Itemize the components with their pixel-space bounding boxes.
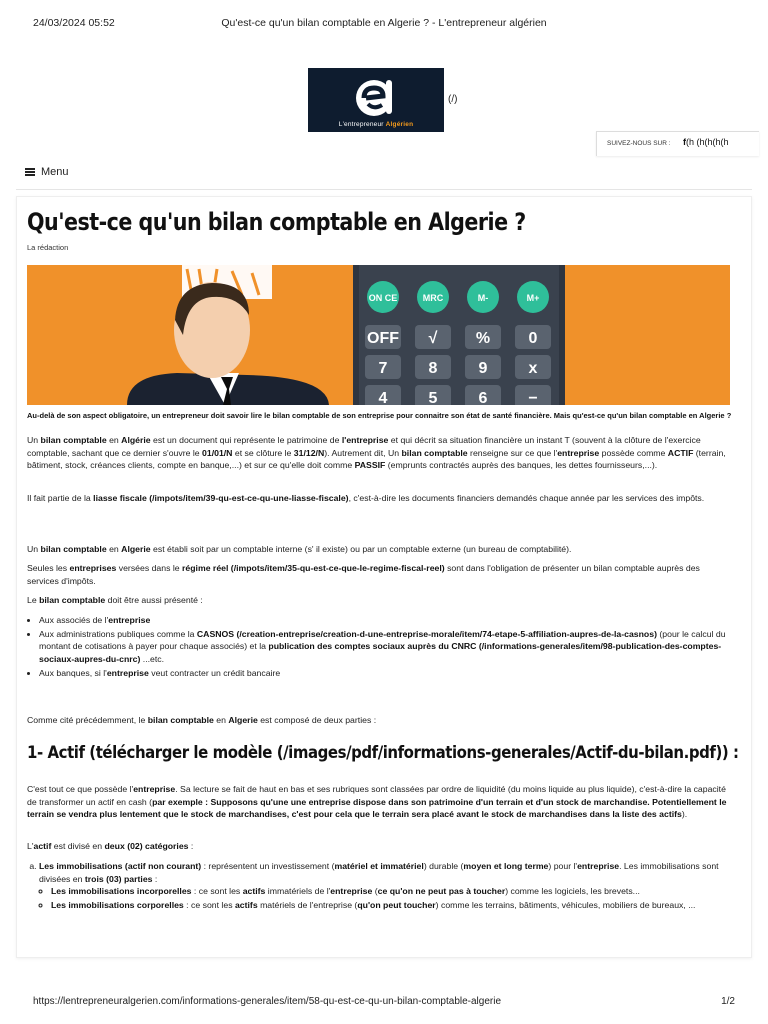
- p8-bold-1: actif: [33, 841, 52, 851]
- ls1-text-1: : ce sont les: [191, 886, 243, 897]
- calculator-key-label: MRC: [422, 293, 444, 303]
- p4-bold-1: entreprises: [69, 563, 117, 573]
- calculator-key-label: 4: [378, 390, 388, 405]
- paragraph-2: [27, 492, 727, 505]
- liasse-fiscale-link[interactable]: liasse fiscale (/impots/item/39-qu-est-ce-qu-une-liasse-fiscale): [93, 493, 349, 503]
- calculator-key: [515, 325, 551, 349]
- calculator-key-label: ON CE: [368, 293, 398, 303]
- calculator-key-label: 5: [428, 390, 438, 405]
- p5-bold-1: bilan comptable: [39, 595, 106, 605]
- calculator-key-label: 8: [428, 360, 438, 377]
- calculator-key: [515, 385, 551, 405]
- list-item: [39, 860, 727, 912]
- l2-text-3: ...etc.: [140, 654, 165, 665]
- l1-bold-1: entreprise: [108, 615, 151, 625]
- l3-text-1: Aux banques, si l': [39, 667, 107, 678]
- p8-bold-2: deux (02) catégories: [104, 841, 189, 851]
- section-heading-actif[interactable]: 1- Actif (télécharger le modèle (/images/pdf/informations-generales/Actif-du-bilan.pdf)) :: [27, 743, 739, 763]
- paragraph-6: [27, 714, 727, 727]
- l2-text-1: Aux administrations publiques comme la: [39, 628, 197, 639]
- casnos-link[interactable]: CASNOS (/creation-entreprise/creation-d-une-entreprise-morale/item/74-etape-5-affiliation-aupres-de-la-casnos): [196, 628, 657, 639]
- follow-us-label: SUIVEZ-NOUS SUR :: [607, 140, 671, 147]
- site-logo-row: [308, 68, 458, 137]
- list-item: [39, 614, 727, 627]
- p6-bold-2: Algerie: [228, 715, 258, 725]
- calculator-key: [415, 385, 451, 405]
- follow-us-bar: [596, 131, 759, 156]
- p7-text-1: C'est tout ce que possède l': [27, 784, 134, 794]
- p1-text-1: Un: [27, 435, 41, 445]
- p1-text-3: est un document qui représente le patrimoine de: [150, 435, 342, 445]
- p1-bold-6: bilan comptable: [401, 447, 468, 458]
- p3-text-2: en: [106, 544, 122, 554]
- p5-text-2: doit être aussi présenté :: [105, 595, 203, 605]
- ls1-bold-4: ce qu'on ne peut pas à toucher: [377, 886, 506, 897]
- calculator-key-label: 6: [478, 390, 488, 405]
- calculator-key: [365, 385, 401, 405]
- calculator-key: [365, 325, 401, 349]
- la-bold-3: moyen et long terme: [463, 861, 549, 871]
- menu-label: Menu: [41, 166, 69, 178]
- cnrc-link[interactable]: publication des comptes sociaux auprès du CNRC (/informations-generales/item/98-publication-des-comptes-sociaux-aupres-du-cnrc): [39, 641, 722, 665]
- social-links[interactable]: [683, 137, 729, 147]
- p7-text-2: . Sa lecture se fait de haut en bas et ses rubriques sont classées par ordre de liquidité (du moins liquide au plus liquide), c'est-à-dire la capacité de transformer un actif en cash (: [27, 784, 726, 807]
- p8-text-1: L': [27, 841, 34, 851]
- ls2-bold-2: actifs: [234, 900, 258, 911]
- paragraph-8: [27, 840, 727, 853]
- hero-illustration: [27, 265, 730, 405]
- calculator-key-label: OFF: [367, 330, 399, 347]
- ls1-text-4: ) comme les logiciels, les brevets...: [505, 886, 640, 897]
- footer-url: https://lentrepreneuralgerien.com/informations-generales/item/58-qu-est-ce-qu-un-bilan-comptable-algerie: [33, 996, 502, 1007]
- calculator-key: [367, 281, 399, 313]
- calculator-key: [415, 325, 451, 349]
- p1-bold-9: PASSIF: [354, 460, 386, 471]
- l3-bold-1: entreprise: [106, 667, 149, 678]
- p4-text-3: sont dans l'obligation de présenter un bilan comptable auprès des services d'impôts.: [27, 563, 700, 586]
- la-text-1: : représentent un investissement (: [201, 861, 335, 871]
- paragraph-1: [27, 434, 727, 472]
- list-item: [51, 899, 727, 912]
- calculator-key: [365, 355, 401, 379]
- p1-text-10: (emprunts contractés auprès des banques, les dettes fournisseurs,...).: [385, 460, 658, 471]
- p7-bold-1: entreprise: [133, 784, 176, 794]
- calculator-key: [465, 355, 501, 379]
- p4-text-2: versées dans le: [116, 563, 183, 573]
- p3-bold-2: Algerie: [121, 544, 151, 554]
- calculator-key: [515, 355, 551, 379]
- p1-bold-1: bilan comptable: [40, 435, 107, 445]
- ls2-bold-3: qu'on peut toucher: [357, 900, 436, 911]
- p3-text-3: est établi soit par un comptable interne (s' il existe) ou par un comptable externe (un bureau de comptabilité).: [150, 544, 572, 554]
- calculator-key: [465, 325, 501, 349]
- calculator-key: [417, 281, 449, 313]
- logo-text: [308, 121, 444, 128]
- list-item: [51, 885, 727, 898]
- p1-text-2: en: [106, 435, 122, 445]
- ls1-text-2: immatériels de l': [265, 886, 331, 897]
- list-presentation: [27, 614, 727, 681]
- regime-reel-link[interactable]: régime réel (/impots/item/35-qu-est-ce-que-le-regime-fiscal-reel): [182, 563, 445, 573]
- p6-text-3: est composé de deux parties :: [257, 715, 377, 725]
- p7-bold-2: par exemple : Supposons qu'une une entreprise dispose dans son patrimoine d'un terrain et d'un stock de marchandise. Potentiellement le terrain se vendra plus lentement que le stock de marchandises, c'est pour cela que le terrain sera placé avant le stock de marchandises dans la liste des actifs: [27, 796, 727, 820]
- p8-text-2: est divisé en: [51, 841, 105, 851]
- calculator-key: [467, 281, 499, 313]
- p1-text-9: (terrain, bâtiment, stock, créances clients, compte en banque,...) et sur ce qu'elle doit comme: [27, 447, 726, 471]
- print-datetime: 24/03/2024 05:52: [33, 17, 115, 29]
- article-author: La rédaction: [27, 243, 69, 252]
- p1-text-5: et se clôture le: [232, 447, 294, 458]
- p1-text-7: renseigne sur ce que l': [467, 447, 558, 458]
- p1-bold-3: l'entreprise: [341, 435, 389, 445]
- paragraph-7: [27, 783, 727, 821]
- ls1-bold-2: actifs: [242, 886, 266, 897]
- p4-text-1: Seules les: [27, 563, 70, 573]
- la-bold-5: trois (03) parties: [84, 873, 153, 884]
- p1-bold-8: ACTIF: [667, 447, 694, 458]
- list-actif: [27, 860, 727, 913]
- l3-text-2: veut contracter un crédit bancaire: [148, 667, 281, 678]
- p1-bold-7: entreprise: [557, 447, 600, 458]
- p6-text-2: en: [213, 715, 229, 725]
- ls1-bold-3: entreprise: [330, 886, 373, 897]
- p1-bold-4: 01/01/N: [202, 447, 233, 458]
- list-item: [39, 628, 727, 666]
- calculator-key-label: 9: [478, 360, 488, 377]
- la-bold-1: Les immobilisations (actif non courant): [39, 861, 202, 871]
- la-text-5: :: [152, 873, 158, 884]
- ls1-text-3: (: [372, 886, 378, 897]
- p1-bold-2: Algérie: [121, 435, 151, 445]
- p2-text-2: , c'est-à-dire les documents financiers demandés chaque année par les services des impôts.: [348, 493, 705, 503]
- calculator-key: [465, 385, 501, 405]
- site-logo[interactable]: [308, 68, 444, 132]
- p6-bold-1: bilan comptable: [147, 715, 214, 725]
- l1-text-1: Aux associés de l': [39, 615, 109, 625]
- ls1-bold-1: Les immobilisations incorporelles: [51, 886, 192, 897]
- la-text-4: . Les immobilisations sont divisées en: [39, 861, 719, 884]
- calculator-key-label: −: [528, 390, 538, 405]
- list-item: [39, 667, 727, 680]
- p5-text-1: Le: [27, 595, 40, 605]
- logo-text-highlight: Algérien: [385, 121, 414, 128]
- paragraph-5: [27, 594, 727, 607]
- paragraph-3: [27, 543, 727, 556]
- la-bold-2: matériel et immatériel: [334, 861, 424, 871]
- calculator-key-label: x: [528, 360, 538, 377]
- p3-bold-1: bilan comptable: [40, 544, 107, 554]
- page-number: 1/2: [721, 996, 735, 1007]
- article-title: Qu'est-ce qu'un bilan comptable en Algerie ?: [27, 208, 526, 236]
- p2-text-1: Il fait partie de la: [27, 493, 94, 503]
- ls2-bold-1: Les immobilisations corporelles: [51, 900, 184, 911]
- p8-text-3: :: [188, 841, 194, 851]
- p1-text-8: possède comme: [599, 447, 668, 458]
- calculator-key-label: √: [428, 330, 438, 347]
- calculator-key: [517, 281, 549, 313]
- social-links-text[interactable]: (h (h(h(h(h: [686, 137, 729, 147]
- ls2-text-2: matériels de l'entreprise (: [257, 900, 358, 911]
- hero-caption: Au-delà de son aspect obligatoire, un entrepreneur doit savoir lire le bilan comptable de son entreprise pour connaitre son état de santé financière. Mais qu'est-ce qu'un bilan comptable en Algerie ?: [27, 411, 732, 420]
- p1-text-6: ). Autrement dit, Un: [324, 447, 402, 458]
- hamburger-icon: [25, 166, 35, 177]
- ls2-text-3: ) comme les terrains, bâtiments, véhicules, mobiliers de bureaux, ...: [435, 900, 696, 911]
- logo-text-prefix: L'entrepreneur: [338, 121, 386, 128]
- p7-text-3: ).: [681, 809, 688, 820]
- hero-image: [27, 265, 730, 405]
- calculator-key-label: %: [475, 330, 491, 347]
- calculator-key-label: 0: [528, 330, 538, 347]
- divider: [16, 189, 752, 190]
- logo-e-icon: [350, 74, 402, 120]
- calculator-key: [415, 355, 451, 379]
- calculator-key-label: M-: [477, 293, 489, 303]
- la-text-2: ) durable (: [423, 861, 464, 871]
- ls2-text-1: : ce sont les: [183, 900, 235, 911]
- facebook-icon[interactable]: f: [683, 137, 686, 147]
- p1-bold-5: 31/12/N: [293, 447, 325, 458]
- l2-text-2: (pour le calcul du montant de cotisations à payer pour chaque associés) et la: [39, 628, 726, 652]
- paragraph-4: [27, 562, 727, 587]
- print-page-title: Qu'est-ce qu'un bilan comptable en Algerie ? - L'entrepreneur algérien: [221, 17, 547, 29]
- calculator-key-label: M+: [526, 293, 540, 303]
- p6-text-1: Comme cité précédemment, le: [27, 715, 148, 725]
- menu-toggle[interactable]: [25, 166, 69, 178]
- la-text-3: ) pour l': [548, 861, 578, 871]
- p1-text-4: et qui décrit sa situation financière un instant T (souvent à la clôture de l'exercice comptable, sachant que ce dernier s'ouvre le: [27, 435, 701, 458]
- calculator-key-label: 7: [378, 360, 388, 377]
- logo-link-text[interactable]: (/): [448, 94, 458, 105]
- la-bold-4: entreprise: [577, 861, 620, 871]
- p3-text-1: Un: [27, 544, 41, 554]
